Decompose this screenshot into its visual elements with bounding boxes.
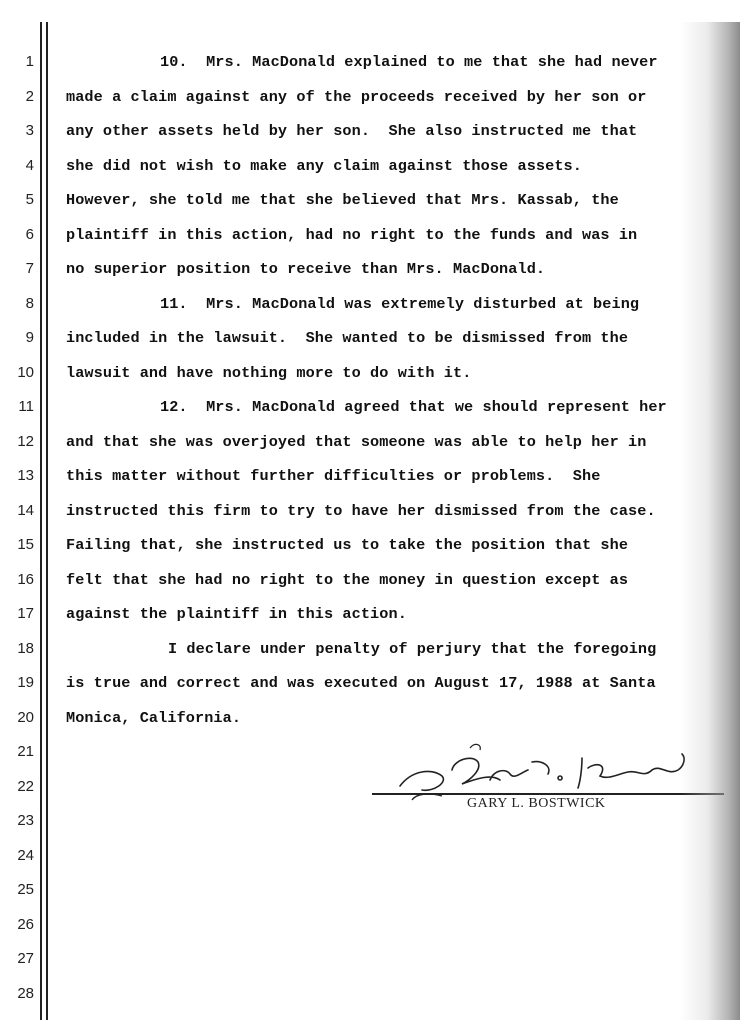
line-number: 24 [17, 846, 34, 864]
line-number: 25 [17, 881, 34, 898]
line-number: 28 [17, 984, 34, 1002]
line-number: 2 [25, 87, 34, 105]
line-number: 1 [25, 53, 34, 70]
line-number: 6 [25, 225, 34, 243]
line-number: 5 [25, 191, 34, 208]
line-number: 13 [17, 467, 34, 484]
line-number-column [0, 45, 38, 1011]
paragraph-10-line: no superior position to receive than Mrs. MacDonald. [66, 260, 546, 278]
line-number: 10 [17, 363, 34, 381]
line-number: 7 [25, 260, 34, 277]
paragraph-12-line: Failing that, she instructed us to take the position that she [66, 536, 629, 554]
paragraph-11-line: lawsuit and have nothing more to do with it. [66, 363, 472, 382]
line-number: 17 [17, 605, 34, 622]
declaration-line: Monica, California. [66, 708, 242, 727]
margin-rule-right [46, 22, 48, 1020]
line-number: 4 [25, 156, 34, 174]
paragraph-10-line: made a claim against any of the proceeds received by her son or [66, 87, 647, 106]
line-number: 11 [18, 398, 34, 415]
line-number: 16 [17, 570, 34, 588]
line-number: 23 [17, 812, 34, 829]
paragraph-10-line: any other assets held by her son. She also instructed me that [66, 122, 638, 140]
line-number: 20 [17, 708, 34, 726]
paragraph-10-line: plaintiff in this action, had no right to the funds and was in [66, 225, 638, 244]
paragraph-12-line: instructed this firm to try to have her dismissed from the case. [66, 501, 656, 520]
line-number: 19 [17, 674, 34, 691]
line-number: 14 [17, 501, 34, 519]
paragraph-12-line: and that she was overjoyed that someone was able to help her in [66, 432, 647, 451]
line-number: 26 [17, 915, 34, 933]
signer-name: GARY L. BOSTWICK [467, 796, 606, 811]
paragraph-12-line: against the plaintiff in this action. [66, 605, 407, 623]
declaration-body [66, 45, 736, 735]
paragraph-12-line: this matter without further difficulties or problems. She [66, 467, 601, 485]
line-number: 3 [25, 122, 34, 139]
line-number: 8 [25, 294, 34, 312]
declaration-line: is true and correct and was executed on August 17, 1988 at Santa [66, 674, 656, 692]
line-number: 22 [17, 777, 34, 795]
paragraph-10-line: 10. Mrs. MacDonald explained to me that she had never [160, 53, 658, 71]
signature-line [372, 793, 724, 795]
paragraph-10-line: However, she told me that she believed that Mrs. Kassab, the [66, 191, 619, 209]
paragraph-11-line: included in the lawsuit. She wanted to be dismissed from the [66, 329, 629, 347]
paragraph-12-line: 12. Mrs. MacDonald agreed that we should represent her [160, 398, 667, 416]
line-number: 21 [17, 743, 34, 760]
line-number: 15 [17, 536, 34, 553]
signature-block [372, 740, 728, 820]
paragraph-11-line: 11. Mrs. MacDonald was extremely disturbed at being [160, 294, 640, 313]
line-number: 12 [17, 432, 34, 450]
paragraph-12-line: felt that she had no right to the money in question except as [66, 570, 629, 589]
declaration-line: I declare under penalty of perjury that the foregoing [168, 639, 657, 658]
paragraph-10-line: she did not wish to make any claim against those assets. [66, 156, 582, 175]
margin-rule-left [40, 22, 42, 1020]
line-number: 18 [17, 639, 34, 657]
line-number: 9 [25, 329, 34, 346]
line-number: 27 [17, 950, 34, 967]
